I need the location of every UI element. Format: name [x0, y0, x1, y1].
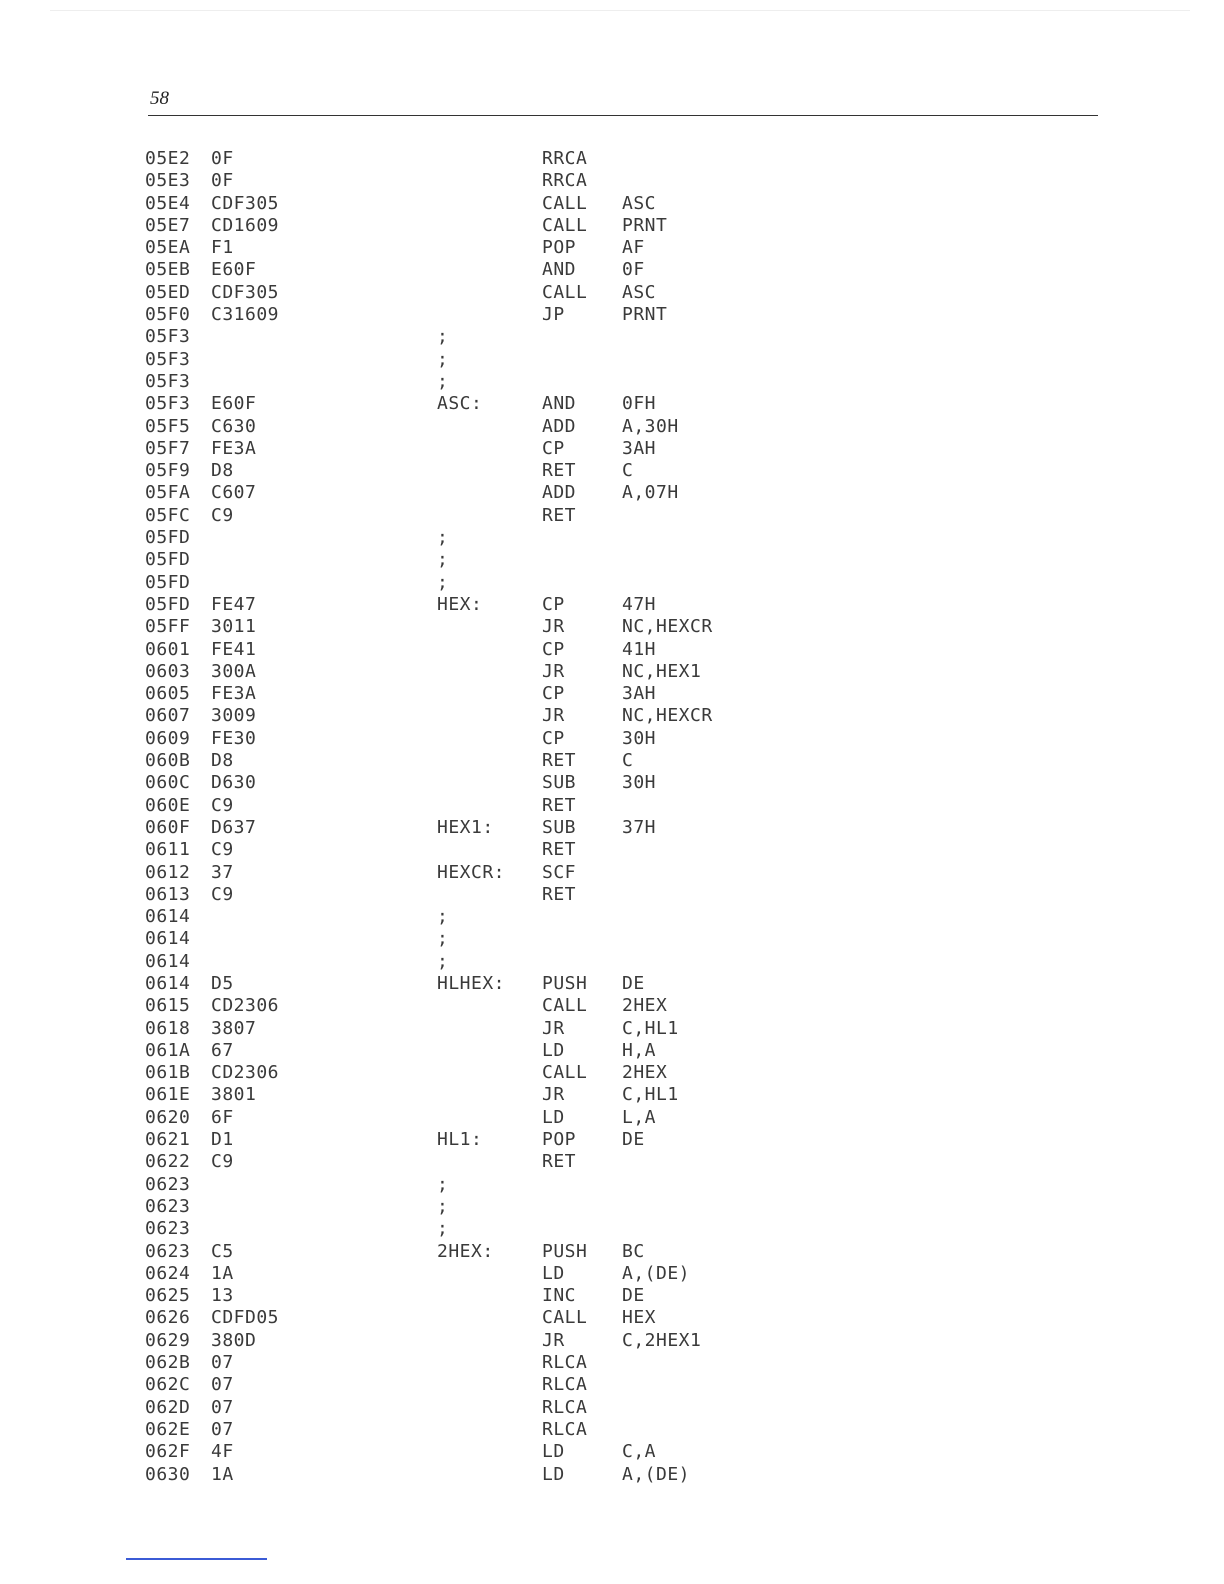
listing-addr: 0624 [145, 1262, 191, 1284]
listing-label: ; [437, 1173, 449, 1195]
listing-arg: ASC [622, 192, 657, 214]
listing-op: LD [542, 1441, 565, 1463]
listing-row [145, 594, 845, 616]
listing-addr: 0614 [145, 906, 191, 928]
listing-code: CD1609 [211, 214, 280, 236]
listing-addr: 05F0 [145, 304, 191, 326]
listing-row [145, 1374, 845, 1396]
listing-op: CP [542, 437, 565, 459]
listing-row [145, 282, 845, 304]
listing-row [145, 862, 845, 884]
listing-code: FE41 [211, 638, 257, 660]
listing-addr: 05FD [145, 549, 191, 571]
listing-row [145, 951, 845, 973]
listing-op: LD [542, 1039, 565, 1061]
listing-arg: C,A [622, 1441, 657, 1463]
listing-op: ADD [542, 482, 577, 504]
listing-arg: A,30H [622, 415, 679, 437]
listing-op: JR [542, 1017, 565, 1039]
listing-arg: C,2HEX1 [622, 1329, 702, 1351]
listing-arg: DE [622, 1129, 645, 1151]
listing-arg: DE [622, 1285, 645, 1307]
listing-code: FE30 [211, 727, 257, 749]
listing-code: D637 [211, 816, 257, 838]
listing-op: LD [542, 1106, 565, 1128]
listing-row [145, 482, 845, 504]
listing-addr: 0626 [145, 1307, 191, 1329]
listing-op: RRCA [542, 148, 588, 169]
header-rule [148, 115, 1098, 116]
listing-row [145, 1285, 845, 1307]
listing-row [145, 1419, 845, 1441]
listing-row [145, 1307, 845, 1329]
listing-code: 3009 [211, 705, 257, 727]
listing-addr: 0614 [145, 928, 191, 950]
listing-op: ADD [542, 415, 577, 437]
listing-label: HEX1: [437, 816, 494, 838]
listing-op: SCF [542, 861, 577, 883]
listing-row [145, 683, 845, 705]
listing-op: AND [542, 259, 577, 281]
listing-label: HL1: [437, 1129, 483, 1151]
listing-op: RET [542, 839, 577, 861]
listing-row [145, 1464, 845, 1486]
listing-addr: 060C [145, 772, 191, 794]
listing-code: FE3A [211, 437, 257, 459]
listing-addr: 0621 [145, 1129, 191, 1151]
listing-row [145, 259, 845, 281]
listing-addr: 05E4 [145, 192, 191, 214]
listing-op: RET [542, 1151, 577, 1173]
listing-arg: 3AH [622, 683, 657, 705]
listing-code: 300A [211, 660, 257, 682]
listing-addr: 062D [145, 1396, 191, 1418]
bottom-link-underline [126, 1558, 267, 1560]
listing-addr: 05FD [145, 593, 191, 615]
listing-row [145, 1107, 845, 1129]
listing-label: ; [437, 950, 449, 972]
listing-row [145, 839, 845, 861]
listing-addr: 05FF [145, 616, 191, 638]
listing-op: JR [542, 705, 565, 727]
listing-arg: NC,HEX1 [622, 660, 702, 682]
listing-op: JP [542, 304, 565, 326]
listing-addr: 0611 [145, 839, 191, 861]
listing-addr: 05F3 [145, 370, 191, 392]
listing-addr: 0614 [145, 950, 191, 972]
listing-row [145, 1330, 845, 1352]
listing-code: 6F [211, 1106, 234, 1128]
listing-row [145, 1397, 845, 1419]
listing-row [145, 1218, 845, 1240]
listing-label: ; [437, 549, 449, 571]
listing-row [145, 393, 845, 415]
listing-addr: 0603 [145, 660, 191, 682]
listing-arg: C [622, 750, 634, 772]
listing-row [145, 750, 845, 772]
listing-code: FE3A [211, 683, 257, 705]
scan-edge-line [50, 10, 1190, 11]
listing-addr: 060F [145, 816, 191, 838]
listing-op: JR [542, 1329, 565, 1351]
listing-op: RET [542, 883, 577, 905]
listing-row [145, 1084, 845, 1106]
listing-op: AND [542, 393, 577, 415]
listing-row [145, 661, 845, 683]
listing-code: 13 [211, 1285, 234, 1307]
listing-code: D630 [211, 772, 257, 794]
listing-arg: NC,HEXCR [622, 616, 713, 638]
listing-row [145, 973, 845, 995]
listing-arg: 0F [622, 259, 645, 281]
listing-code: C9 [211, 883, 234, 905]
listing-arg: PRNT [622, 304, 668, 326]
listing-arg: L,A [622, 1106, 657, 1128]
listing-addr: 05F9 [145, 460, 191, 482]
listing-code: 37 [211, 861, 234, 883]
listing-op: JR [542, 1084, 565, 1106]
listing-row [145, 349, 845, 371]
listing-code: CDF305 [211, 281, 280, 303]
listing-code: 3807 [211, 1017, 257, 1039]
listing-arg: DE [622, 972, 645, 994]
listing-op: CP [542, 727, 565, 749]
listing-label: HLHEX: [437, 972, 506, 994]
listing-addr: 061A [145, 1039, 191, 1061]
listing-row [145, 371, 845, 393]
listing-op: POP [542, 237, 577, 259]
listing-row [145, 1151, 845, 1173]
listing-code: FE47 [211, 593, 257, 615]
listing-op: CP [542, 638, 565, 660]
listing-code: CD2306 [211, 1062, 280, 1084]
listing-arg: 3AH [622, 437, 657, 459]
listing-addr: 05F7 [145, 437, 191, 459]
listing-row [145, 928, 845, 950]
listing-label: ; [437, 571, 449, 593]
listing-addr: 05FC [145, 504, 191, 526]
listing-row [145, 1174, 845, 1196]
listing-row [145, 527, 845, 549]
listing-op: POP [542, 1129, 577, 1151]
listing-label: HEX: [437, 593, 483, 615]
listing-addr: 062F [145, 1441, 191, 1463]
listing-code: C31609 [211, 304, 280, 326]
listing-row [145, 1062, 845, 1084]
listing-row [145, 460, 845, 482]
listing-op: RLCA [542, 1352, 588, 1374]
listing-arg: NC,HEXCR [622, 705, 713, 727]
listing-op: INC [542, 1285, 577, 1307]
listing-code: 07 [211, 1418, 234, 1440]
listing-arg: 2HEX [622, 995, 668, 1017]
listing-addr: 0613 [145, 883, 191, 905]
listing-row [145, 995, 845, 1017]
listing-addr: 05EA [145, 237, 191, 259]
listing-code: D5 [211, 972, 234, 994]
listing-addr: 05F3 [145, 393, 191, 415]
listing-arg: BC [622, 1240, 645, 1262]
listing-row [145, 549, 845, 571]
listing-addr: 05E3 [145, 170, 191, 192]
listing-arg: 30H [622, 772, 657, 794]
listing-row [145, 170, 845, 192]
listing-op: CALL [542, 1307, 588, 1329]
listing-op: RRCA [542, 170, 588, 192]
listing-arg: ASC [622, 281, 657, 303]
listing-row [145, 1352, 845, 1374]
listing-label: ; [437, 370, 449, 392]
listing-op: LD [542, 1463, 565, 1485]
listing-code: E60F [211, 259, 257, 281]
listing-arg: 0FH [622, 393, 657, 415]
listing-arg: C,HL1 [622, 1084, 679, 1106]
listing-row [145, 1441, 845, 1463]
listing-code: 0F [211, 170, 234, 192]
listing-addr: 0605 [145, 683, 191, 705]
listing-label: ; [437, 906, 449, 928]
listing-arg: H,A [622, 1039, 657, 1061]
listing-code: 1A [211, 1262, 234, 1284]
listing-label: ; [437, 326, 449, 348]
listing-addr: 0609 [145, 727, 191, 749]
listing-code: CDFD05 [211, 1307, 280, 1329]
listing-row [145, 705, 845, 727]
listing-addr: 0622 [145, 1151, 191, 1173]
listing-row [145, 728, 845, 750]
listing-addr: 0615 [145, 995, 191, 1017]
listing-code: 07 [211, 1396, 234, 1418]
listing-addr: 0630 [145, 1463, 191, 1485]
listing-addr: 0623 [145, 1240, 191, 1262]
listing-row [145, 1040, 845, 1062]
listing-op: LD [542, 1262, 565, 1284]
listing-row [145, 148, 845, 170]
listing-arg: 41H [622, 638, 657, 660]
listing-op: RET [542, 504, 577, 526]
listing-op: RLCA [542, 1374, 588, 1396]
listing-addr: 0629 [145, 1329, 191, 1351]
listing-arg: 30H [622, 727, 657, 749]
listing-addr: 061E [145, 1084, 191, 1106]
listing-arg: 37H [622, 816, 657, 838]
listing-label: 2HEX: [437, 1240, 494, 1262]
listing-arg: C [622, 460, 634, 482]
listing-addr: 060E [145, 794, 191, 816]
listing-code: CD2306 [211, 995, 280, 1017]
listing-row [145, 326, 845, 348]
listing-row [145, 237, 845, 259]
listing-addr: 0601 [145, 638, 191, 660]
listing-label: HEXCR: [437, 861, 506, 883]
listing-addr: 0620 [145, 1106, 191, 1128]
listing-code: 4F [211, 1441, 234, 1463]
listing-addr: 0623 [145, 1173, 191, 1195]
listing-code: 3801 [211, 1084, 257, 1106]
listing-row [145, 572, 845, 594]
listing-addr: 062E [145, 1418, 191, 1440]
listing-code: C9 [211, 504, 234, 526]
listing-row [145, 639, 845, 661]
listing-code: 07 [211, 1352, 234, 1374]
listing-op: CP [542, 593, 565, 615]
listing-row [145, 416, 845, 438]
listing-addr: 05EB [145, 259, 191, 281]
listing-row [145, 438, 845, 460]
listing-code: D1 [211, 1129, 234, 1151]
listing-op: CALL [542, 1062, 588, 1084]
listing-addr: 0623 [145, 1218, 191, 1240]
listing-row [145, 795, 845, 817]
listing-row [145, 1018, 845, 1040]
listing-op: PUSH [542, 972, 588, 994]
listing-code: 0F [211, 148, 234, 169]
listing-op: JR [542, 660, 565, 682]
listing-addr: 062B [145, 1352, 191, 1374]
listing-row [145, 817, 845, 839]
listing-row [145, 1241, 845, 1263]
listing-code: 380D [211, 1329, 257, 1351]
listing-addr: 05FD [145, 571, 191, 593]
listing-arg: 47H [622, 593, 657, 615]
listing-code: C9 [211, 1151, 234, 1173]
listing-code: CDF305 [211, 192, 280, 214]
listing-addr: 0625 [145, 1285, 191, 1307]
listing-code: 67 [211, 1039, 234, 1061]
assembly-listing [145, 148, 845, 1486]
listing-op: PUSH [542, 1240, 588, 1262]
listing-code: C630 [211, 415, 257, 437]
listing-op: CALL [542, 995, 588, 1017]
listing-row [145, 193, 845, 215]
listing-row [145, 884, 845, 906]
page-number: 58 [150, 88, 169, 109]
listing-addr: 05FD [145, 527, 191, 549]
listing-addr: 05F3 [145, 326, 191, 348]
listing-op: SUB [542, 772, 577, 794]
listing-op: RET [542, 460, 577, 482]
listing-op: RET [542, 750, 577, 772]
listing-label: ; [437, 928, 449, 950]
listing-arg: A,07H [622, 482, 679, 504]
listing-op: SUB [542, 816, 577, 838]
listing-arg: HEX [622, 1307, 657, 1329]
listing-addr: 060B [145, 750, 191, 772]
listing-addr: 05FA [145, 482, 191, 504]
listing-code: D8 [211, 460, 234, 482]
listing-code: 07 [211, 1374, 234, 1396]
listing-op: CALL [542, 192, 588, 214]
listing-arg: 2HEX [622, 1062, 668, 1084]
listing-code: C9 [211, 794, 234, 816]
listing-row [145, 215, 845, 237]
listing-op: RET [542, 794, 577, 816]
listing-addr: 061B [145, 1062, 191, 1084]
listing-op: RLCA [542, 1418, 588, 1440]
listing-addr: 0614 [145, 972, 191, 994]
listing-code: D8 [211, 750, 234, 772]
listing-label: ; [437, 527, 449, 549]
listing-arg: A,(DE) [622, 1262, 691, 1284]
listing-code: F1 [211, 237, 234, 259]
listing-arg: AF [622, 237, 645, 259]
listing-row [145, 304, 845, 326]
listing-row [145, 505, 845, 527]
listing-row [145, 1129, 845, 1151]
listing-row [145, 1196, 845, 1218]
listing-code: 3011 [211, 616, 257, 638]
listing-addr: 0607 [145, 705, 191, 727]
listing-code: C607 [211, 482, 257, 504]
listing-arg: C,HL1 [622, 1017, 679, 1039]
listing-code: C9 [211, 839, 234, 861]
listing-label: ; [437, 1195, 449, 1217]
listing-addr: 05ED [145, 281, 191, 303]
listing-addr: 05F3 [145, 348, 191, 370]
listing-addr: 05E7 [145, 214, 191, 236]
listing-arg: A,(DE) [622, 1463, 691, 1485]
listing-label: ; [437, 348, 449, 370]
listing-op: CALL [542, 281, 588, 303]
listing-row [145, 1263, 845, 1285]
listing-row [145, 906, 845, 928]
listing-addr: 0612 [145, 861, 191, 883]
listing-label: ; [437, 1218, 449, 1240]
listing-addr: 062C [145, 1374, 191, 1396]
listing-code: C5 [211, 1240, 234, 1262]
listing-row [145, 616, 845, 638]
listing-addr: 05E2 [145, 148, 191, 169]
listing-addr: 0618 [145, 1017, 191, 1039]
listing-op: CALL [542, 214, 588, 236]
listing-op: CP [542, 683, 565, 705]
listing-code: E60F [211, 393, 257, 415]
listing-label: ASC: [437, 393, 483, 415]
listing-op: JR [542, 616, 565, 638]
listing-code: 1A [211, 1463, 234, 1485]
listing-addr: 05F5 [145, 415, 191, 437]
listing-op: RLCA [542, 1396, 588, 1418]
listing-row [145, 772, 845, 794]
listing-arg: PRNT [622, 214, 668, 236]
listing-addr: 0623 [145, 1195, 191, 1217]
